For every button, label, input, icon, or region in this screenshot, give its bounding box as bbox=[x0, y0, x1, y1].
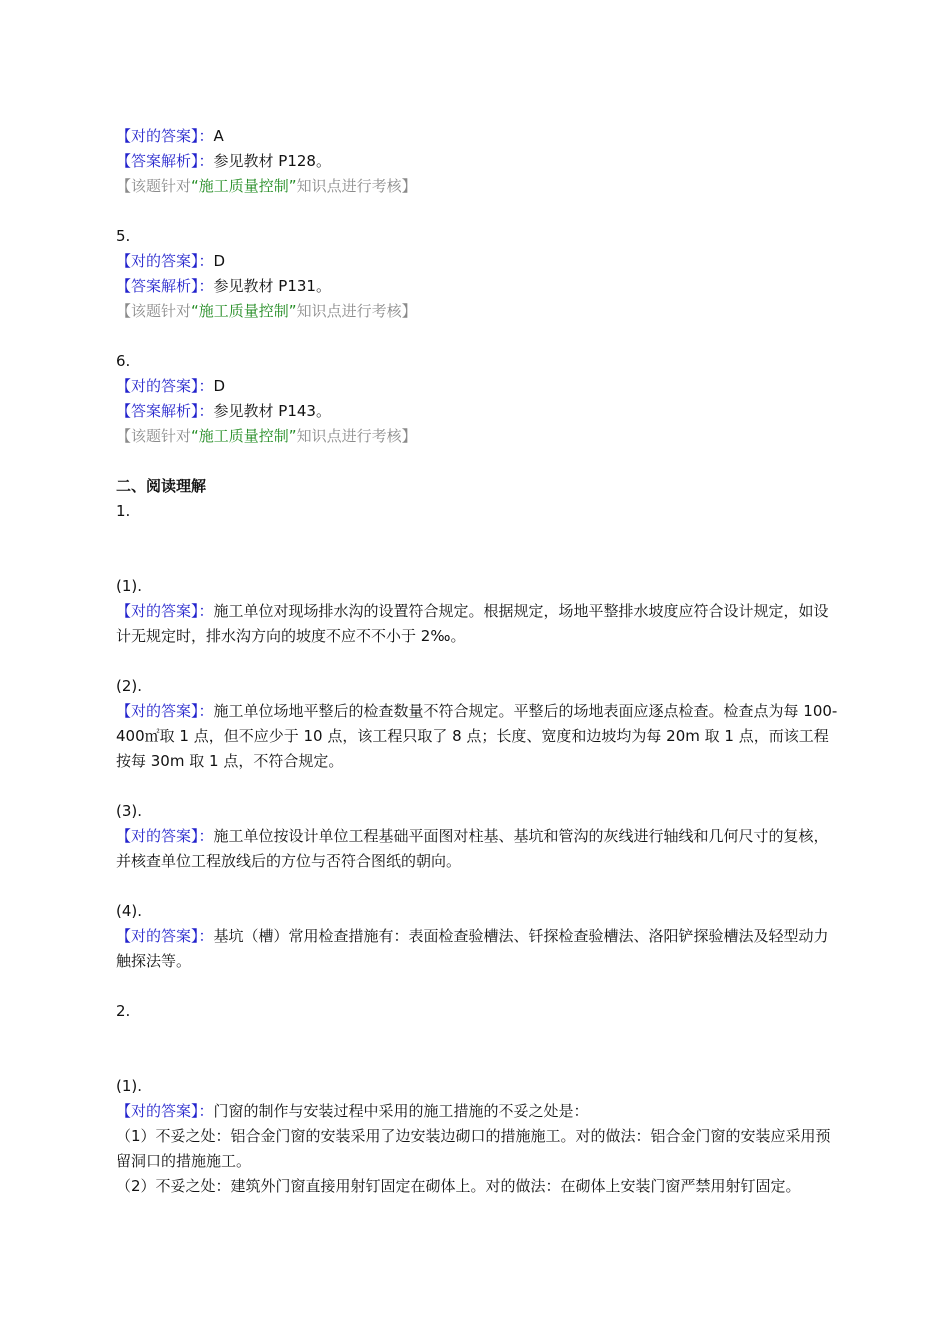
analysis-value: 参见教材 P128。 bbox=[213, 152, 331, 170]
answer-text: 门窗的制作与安装过程中采用的施工措施的不妥之处是： bbox=[213, 1102, 589, 1120]
analysis-label: 【答案解析】： bbox=[116, 402, 214, 420]
note-topic: “施工质量控制” bbox=[191, 427, 297, 445]
sub-question-number: (2). bbox=[116, 677, 143, 695]
answer-text: 基坑（槽）常用检查措施有：表面检查验槽法、钎探检查验槽法、洛阳铲探验槽法及轻型动力触探法等。 bbox=[116, 927, 829, 970]
answer-paragraph bbox=[116, 699, 838, 774]
note-prefix: 【该题针对 bbox=[116, 177, 192, 195]
analysis-label: 【答案解析】： bbox=[116, 152, 214, 170]
answer-paragraph bbox=[116, 824, 838, 874]
answer-text: 施工单位对现场排水沟的设置符合规定。根据规定，场地平整排水坡度应符合设计规定，如设计无规定时，排水沟方向的坡度不应不不小于 2‰。 bbox=[116, 602, 829, 645]
answer-label: 【对的答案】： bbox=[116, 127, 214, 145]
answer-value: D bbox=[213, 377, 226, 395]
answer-label: 【对的答案】： bbox=[116, 702, 214, 720]
answer-label: 【对的答案】： bbox=[116, 827, 214, 845]
answer-text: 施工单位按设计单位工程基础平面图对柱基、基坑和管沟的灰线进行轴线和几何尺寸的复核，并核查单位工程放线后的方位与否符合图纸的朝向。 bbox=[116, 827, 829, 870]
answer-label: 【对的答案】： bbox=[116, 252, 214, 270]
analysis-line bbox=[116, 399, 838, 424]
answer-paragraph bbox=[116, 924, 838, 974]
topic-note bbox=[116, 299, 838, 324]
note-topic: “施工质量控制” bbox=[191, 302, 297, 320]
answer-value: D bbox=[213, 252, 226, 270]
sub-question-number: (4). bbox=[116, 902, 143, 920]
note-topic: “施工质量控制” bbox=[191, 177, 297, 195]
sub-question-number: (1). bbox=[116, 1077, 143, 1095]
answer-label: 【对的答案】： bbox=[116, 927, 214, 945]
analysis-line bbox=[116, 274, 838, 299]
question-number: 1. bbox=[116, 502, 131, 520]
answer-item-2: （2）不妥之处：建筑外门窗直接用射钉固定在砌体上。对的做法：在砌体上安装门窗严禁用射钉固定。 bbox=[116, 1177, 801, 1195]
answer-label: 【对的答案】： bbox=[116, 1102, 214, 1120]
analysis-label: 【答案解析】： bbox=[116, 277, 214, 295]
answer-label: 【对的答案】： bbox=[116, 602, 214, 620]
note-suffix: 知识点进行考核】 bbox=[296, 427, 417, 445]
question-number: 6. bbox=[116, 352, 131, 370]
answer-value: A bbox=[213, 127, 224, 145]
topic-note bbox=[116, 424, 838, 449]
document-page bbox=[116, 124, 838, 1199]
sub-question-1-3 bbox=[116, 799, 838, 874]
sub-question-1-1 bbox=[116, 574, 838, 649]
answer-paragraph bbox=[116, 599, 838, 649]
sub-question-number: (1). bbox=[116, 577, 143, 595]
topic-note bbox=[116, 174, 838, 199]
section-heading: 二、阅读理解 bbox=[116, 477, 207, 495]
analysis-value: 参见教材 P143。 bbox=[213, 402, 331, 420]
note-prefix: 【该题针对 bbox=[116, 427, 192, 445]
answer-line bbox=[116, 374, 838, 399]
question-block-4 bbox=[116, 124, 838, 199]
analysis-value: 参见教材 P131。 bbox=[213, 277, 331, 295]
question-number: 5. bbox=[116, 227, 131, 245]
answer-item-1: （1）不妥之处：铝合金门窗的安装采用了边安装边砌口的措施施工。对的做法：铝合金门窗的安装应采用预留洞口的措施施工。 bbox=[116, 1127, 831, 1170]
answer-paragraph bbox=[116, 1099, 838, 1124]
answer-line bbox=[116, 124, 838, 149]
answer-label: 【对的答案】： bbox=[116, 377, 214, 395]
question-number: 2. bbox=[116, 1002, 131, 1020]
note-suffix: 知识点进行考核】 bbox=[296, 177, 417, 195]
sub-question-1-4 bbox=[116, 899, 838, 974]
sub-question-1-2 bbox=[116, 674, 838, 774]
note-suffix: 知识点进行考核】 bbox=[296, 302, 417, 320]
sub-question-2-1 bbox=[116, 1074, 838, 1199]
answer-line bbox=[116, 249, 838, 274]
sub-question-number: (3). bbox=[116, 802, 143, 820]
question-block-6 bbox=[116, 349, 838, 449]
note-prefix: 【该题针对 bbox=[116, 302, 192, 320]
analysis-line bbox=[116, 149, 838, 174]
question-block-5 bbox=[116, 224, 838, 324]
answer-text: 施工单位场地平整后的检查数量不符合规定。平整后的场地表面应逐点检查。检查点为每 100-400㎡取 1 点，但不应少于 10 点，该工程只取了 8 点；长度、宽度和边坡均为每 20m 取 1 点，而该工程按每 30m 取 1 点，不符合规定。 bbox=[116, 702, 838, 770]
